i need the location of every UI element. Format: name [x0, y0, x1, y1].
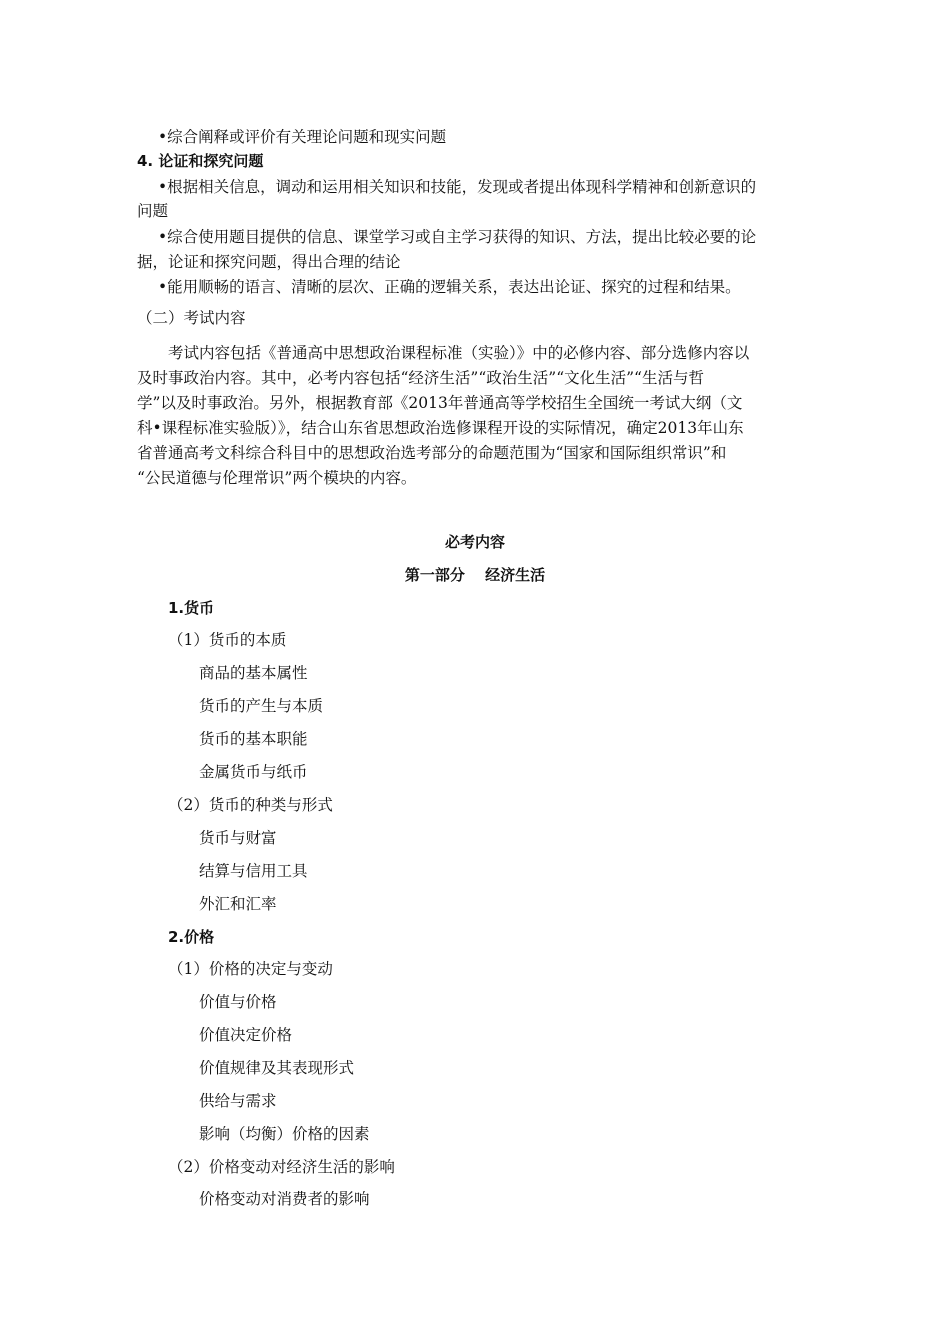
list-item: 金属货币与纸币: [199, 763, 308, 781]
sub-currency-types: （2）货币的种类与形式: [168, 796, 333, 814]
section-4-heading: 4. 论证和探究问题: [137, 152, 264, 170]
list-item: 价值规律及其表现形式: [199, 1059, 355, 1077]
list-item: 价值与价格: [199, 993, 277, 1011]
list-item: 货币与财富: [199, 829, 277, 847]
sub-price-determination: （1）价格的决定与变动: [168, 960, 333, 978]
part-one-title: 第一部分 经济生活: [404, 566, 546, 584]
paragraph-line-1: 考试内容包括《普通高中思想政治课程标准（实验）》中的必修内容、部分选修内容以: [168, 344, 750, 362]
list-item: 货币的基本职能: [199, 730, 308, 748]
paragraph-line-6: “公民道德与伦理常识”两个模块的内容。: [137, 469, 417, 487]
list-item: 价格变动对消费者的影响: [199, 1190, 370, 1208]
list-item: 价值决定价格: [199, 1026, 293, 1044]
paragraph-line-3: 学”以及时事政治。另外，根据教育部《2013年普通高等学校招生全国统一考试大纲（文: [137, 394, 743, 412]
paragraph-line-5: 省普通高考文科综合科目中的思想政治选考部分的命题范围为“国家和国际组织常识”和: [137, 444, 727, 462]
bullet-2-line-2: 据，论证和探究问题，得出合理的结论: [137, 253, 401, 271]
sub-currency-nature: （1）货币的本质: [168, 631, 287, 649]
bullet-2-line-1: •综合使用题目提供的信息、课堂学习或自主学习获得的知识、方法，提出比较必要的论: [158, 228, 757, 246]
list-item: 商品的基本属性: [199, 664, 308, 682]
bullet-3-line-1: •能用顺畅的语言、清晰的层次、正确的逻辑关系，表达出论证、探究的过程和结果。: [158, 278, 741, 296]
section-currency: 1.货币: [168, 599, 215, 617]
bullet-comprehensive-explain: •综合阐释或评价有关理论问题和现实问题: [158, 128, 447, 146]
exam-content-heading: （二）考试内容: [137, 309, 246, 327]
bullet-1-line-1: •根据相关信息，调动和运用相关知识和技能，发现或者提出体现科学精神和创新意识的: [158, 178, 757, 196]
section-price: 2.价格: [168, 928, 215, 946]
paragraph-line-2: 及时事政治内容。其中，必考内容包括“经济生活”“政治生活”“文化生活”“生活与哲: [137, 369, 704, 387]
sub-price-impact: （2）价格变动对经济生活的影响: [168, 1158, 395, 1176]
list-item: 影响（均衡）价格的因素: [199, 1125, 370, 1143]
list-item: 外汇和汇率: [199, 895, 277, 913]
list-item: 供给与需求: [199, 1092, 277, 1110]
list-item: 结算与信用工具: [199, 862, 308, 880]
paragraph-line-4: 科•课程标准实验版）》，结合山东省思想政治选修课程开设的实际情况，确定2013年山东: [137, 419, 744, 437]
bullet-1-line-2: 问题: [137, 202, 169, 220]
list-item: 货币的产生与本质: [199, 697, 324, 715]
required-content-title: 必考内容: [444, 533, 505, 551]
